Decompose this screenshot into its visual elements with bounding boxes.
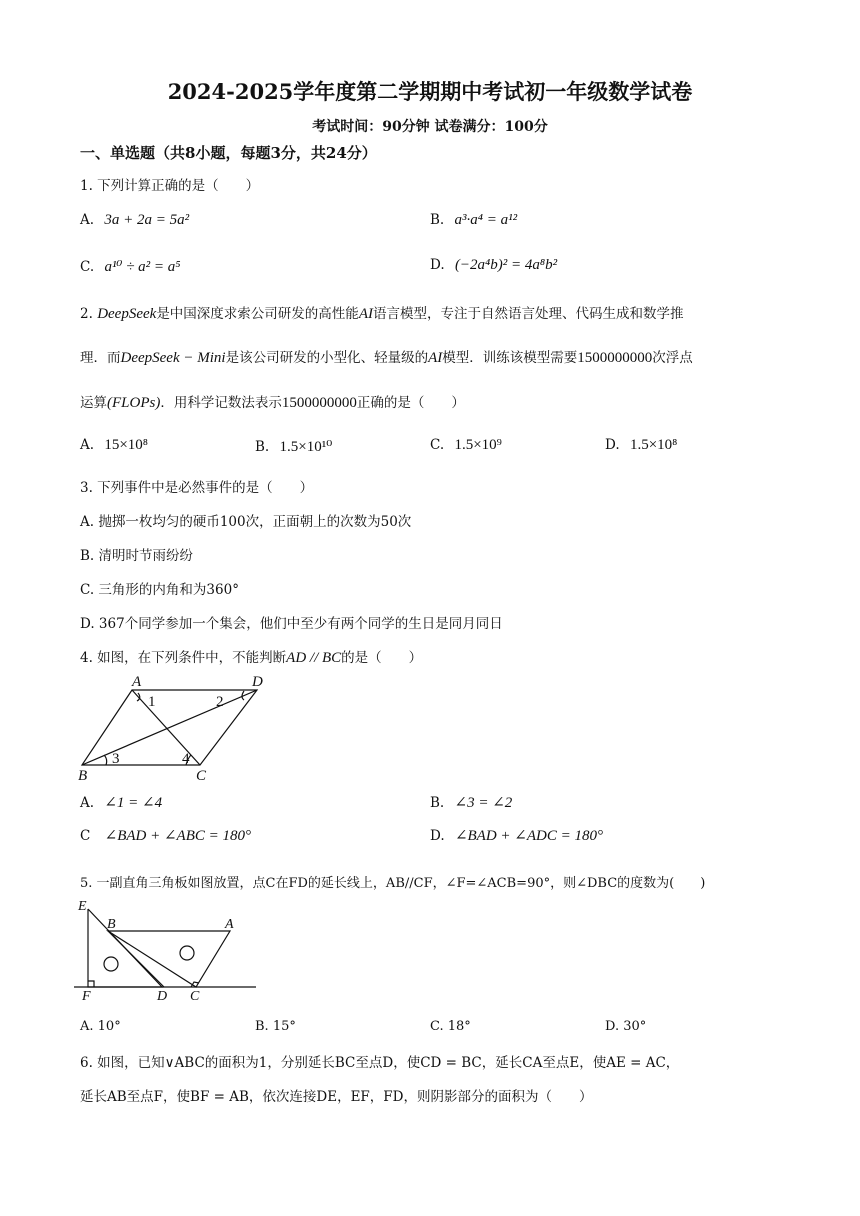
q5-label-d: D: [157, 989, 168, 1004]
q2-option-d-label: D.: [605, 437, 620, 453]
q4-option-c-label: C: [80, 828, 91, 844]
q1-option-c-expr: a¹⁰ ÷ a² = a⁵: [104, 259, 181, 275]
q5-label-f: F: [82, 989, 91, 1004]
q5-stem: 5. 一副直角三角板如图放置，点C在FD的延长线上，AB//CF，∠F=∠ACB=90°，则∠DBC的度数为( ): [80, 876, 706, 891]
q4-option-a: [80, 793, 162, 812]
q4-option-b: [430, 793, 512, 812]
q4-label-d: D: [252, 674, 263, 690]
page-title: 2024-2025学年度第二学期期中考试初一年级数学试卷: [167, 79, 693, 104]
q3-option-a: A. 抛掷一枚均匀的硬币100次，正面朝上的次数为50次: [80, 514, 412, 530]
q2-text: 理．而: [80, 350, 121, 366]
q4-option-c-expr: ∠BAD + ∠ABC = 180°: [104, 828, 252, 844]
q3-option-d: D. 367个同学参加一个集会，他们中至少有两个同学的生日是同月同日: [80, 616, 503, 632]
q4-option-a-expr: ∠1 = ∠4: [104, 795, 163, 811]
q4-label-a: A: [132, 674, 142, 690]
q1-stem: 1. 下列计算正确的是（ ）: [80, 178, 260, 194]
q2-line-3: [80, 391, 465, 412]
q4-option-a-label: A.: [80, 795, 95, 811]
q2-term-ai: AI: [358, 306, 373, 322]
q2-text: 模型．训练该模型需要: [442, 350, 578, 366]
q2-term-deepseek: DeepSeek: [97, 306, 157, 322]
q3-option-b: B. 清明时节雨纷纷: [80, 548, 194, 564]
q4-label-c: C: [196, 768, 207, 784]
q2-option-c: [430, 437, 502, 454]
q4-stem-text: 4. 如图，在下列条件中，不能判断: [80, 650, 287, 666]
q6-line-1: 6. 如图，已知∨ABC的面积为1，分别延长BC至点D，使CD = BC，延长CA至点E，使AE = AC，: [80, 1055, 680, 1071]
q4-angle-1: 1: [148, 694, 156, 710]
q5-option-d: D. 30°: [605, 1019, 647, 1034]
q2-option-b: [255, 437, 332, 456]
q2-number: 2.: [80, 306, 93, 322]
q2-number-value: 1500000000: [577, 350, 653, 366]
q1-option-b-label: B.: [430, 212, 445, 228]
q4-option-c: [80, 826, 251, 845]
q3-option-c: C. 三角形的内角和为360°: [80, 582, 239, 598]
q2-option-b-label: B.: [255, 439, 270, 455]
q2-text: 是中国深度求索公司研发的高性能: [156, 306, 359, 322]
q1-option-c-label: C.: [80, 259, 95, 275]
q4-stem: [80, 646, 422, 667]
q2-option-b-expr: 1.5×10¹⁰: [279, 439, 333, 455]
q5-label-c: C: [190, 989, 200, 1004]
q1-option-a-label: A.: [80, 212, 95, 228]
q5-triangle-figure: [74, 895, 264, 1005]
q1-option-d-label: D.: [430, 257, 445, 273]
q4-option-b-expr: ∠3 = ∠2: [454, 795, 513, 811]
q2-term-flops: (FLOPs): [107, 395, 161, 411]
q1-option-b-expr: a³·a⁴ = a¹²: [454, 212, 518, 228]
q3-stem: 3. 下列事件中是必然事件的是（ ）: [80, 480, 314, 496]
q2-option-a-expr: 15×10⁸: [104, 437, 149, 453]
q5-option-c: C. 18°: [430, 1019, 471, 1034]
q4-option-d-label: D.: [430, 828, 445, 844]
q4-option-b-label: B.: [430, 795, 445, 811]
q2-text: 是该公司研发的小型化、轻量级的: [225, 350, 429, 366]
q2-option-d: [605, 437, 677, 454]
q1-option-c: [80, 257, 181, 276]
q1-option-d-expr: (−2a⁴b)² = 4a⁸b²: [454, 257, 558, 273]
q2-option-c-expr: 1.5×10⁹: [454, 437, 502, 453]
q1-option-a-expr: 3a + 2a = 5a²: [104, 212, 190, 228]
q5-label-e: E: [78, 899, 87, 914]
q2-option-a: [80, 437, 148, 454]
q2-term-deepseek-mini: DeepSeek − Mini: [120, 350, 226, 366]
q4-stem-text: 的是（ ）: [341, 650, 423, 666]
q5-option-b: B. 15°: [255, 1019, 296, 1034]
section-heading: 一、单选题（共8小题，每题3分，共24分）: [80, 144, 377, 162]
q2-option-c-label: C.: [430, 437, 445, 453]
q6-line-2: 延长AB至点F，使BF = AB，依次连接DE，EF，FD，则阴影部分的面积为（ ）: [80, 1089, 593, 1105]
q2-line-1: [80, 302, 683, 323]
q2-text: 正确的是（ ）: [356, 395, 465, 411]
q2-line-2: [80, 346, 693, 367]
q2-text: 运算: [80, 395, 107, 411]
q2-text: 语言模型，专注于自然语言处理、代码生成和数学推: [372, 306, 684, 322]
q5-option-a: A. 10°: [80, 1019, 121, 1034]
q4-option-d: [430, 826, 603, 845]
q2-option-d-expr: 1.5×10⁸: [629, 437, 678, 453]
q5-label-b: B: [107, 917, 116, 932]
q2-text: ．用科学记数法表示: [160, 395, 282, 411]
q2-number-value: 1500000000: [281, 395, 357, 411]
q2-text: 次浮点: [652, 350, 693, 366]
q4-parallelogram-figure: [72, 670, 272, 785]
q2-term-ai: AI: [428, 350, 443, 366]
q4-stem-parallel: AD // BC: [286, 650, 342, 666]
q5-label-a: A: [225, 917, 234, 932]
q4-angle-3: 3: [112, 751, 120, 767]
exam-info: 考试时间：90分钟 试卷满分：100分: [312, 119, 548, 135]
q4-label-b: B: [78, 768, 88, 784]
q1-option-b: [430, 212, 517, 229]
q1-option-a: [80, 212, 189, 229]
q1-option-d: [430, 257, 557, 274]
q4-option-d-expr: ∠BAD + ∠ADC = 180°: [454, 828, 603, 844]
q2-option-a-label: A.: [80, 437, 95, 453]
q4-angle-2: 2: [216, 694, 224, 710]
q4-angle-4: 4: [182, 751, 190, 767]
